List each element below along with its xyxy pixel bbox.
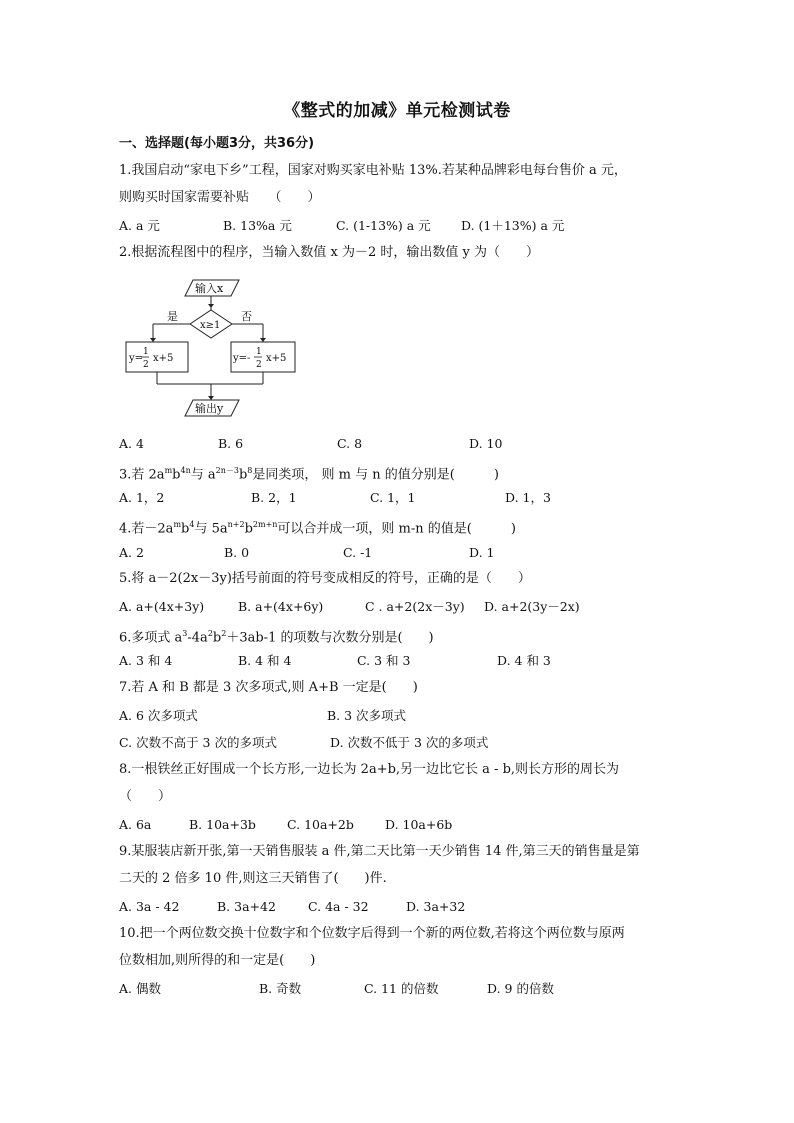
question-10-option-a: A. 偶数 [119,981,161,996]
question-9-line-1: 9.某服装店新开张,第一天销售服装 a 件,第二天比第一天少销售 14 件,第三天的销售量是第 [119,844,640,859]
page-title: 《整式的加减》单元检测试卷 [283,101,511,121]
flowchart-yes-label: 是 [167,310,178,323]
question-6-stem: 6.多项式 $a^3-4a^2b^2+3ab-1$ 的项数与次数分别是( ) [119,629,434,646]
flowchart-condition: x≥1 [200,320,221,331]
question-1-option-c: C. (1-13%) a 元 [336,218,431,233]
flowchart [123,276,303,422]
question-1-option-b: B. 13%a 元 [223,218,292,233]
question-6-option-c: C. 3 和 3 [357,653,411,668]
question-8-line-2: （ ） [119,789,172,804]
question-10-line-2: 位数相加,则所得的和一定是( ) [119,953,316,968]
question-7-option-c: C. 次数不高于 3 次的多项式 [119,735,277,750]
question-5-stem: 5.将 a－2(2x－3y)括号前面的符号变成相反的符号，正确的是（ ） [119,571,531,586]
question-10-line-1: 10.把一个两位数交换十位数字和个位数字后得到一个新的两位数,若将这个两位数与原两 [119,926,625,941]
question-10-option-c: C. 11 的倍数 [364,981,439,996]
question-1-option-a: A. a 元 [119,218,160,233]
question-4-option-a: A. 2 [119,545,144,560]
question-9-option-c: C. 4a - 32 [308,899,369,914]
question-3-option-b: B. 2，1 [251,490,297,505]
svg-text:x+5: x+5 [266,353,287,364]
question-7-stem: 7.若 A 和 B 都是 3 次多项式,则 A+B 一定是( ) [119,680,418,695]
question-3-option-a: A. 1，2 [119,490,165,505]
svg-text:y=: y= [129,353,144,364]
question-9-option-d: D. 3a+32 [406,899,466,914]
question-2-option-b: B. 6 [218,436,244,451]
question-7-option-a: A. 6 次多项式 [119,708,198,723]
question-1-line-2: 则购买时国家需要补贴 （ ） [119,190,321,205]
question-8-option-d: D. 10a+6b [385,817,453,832]
svg-text:1: 1 [256,347,262,357]
question-2-stem: 2.根据流程图中的程序，当输入数值 x 为－2 时，输出数值 y 为（ ） [119,245,540,260]
svg-text:x+5: x+5 [153,353,174,364]
svg-text:y=-: y=- [233,353,251,364]
svg-text:1: 1 [143,347,149,357]
question-4-option-d: D. 1 [469,545,495,560]
question-9-option-a: A. 3a - 42 [119,899,180,914]
question-5-option-a: A. a+(4x+3y) [119,599,205,614]
flowchart-output-label: 输出y [195,402,224,415]
question-4-option-b: B. 0 [224,545,250,560]
question-10-option-d: D. 9 的倍数 [487,981,554,996]
question-3-stem: 3.若 $2a^mb^{4n}$与 $a^{2n-3}b^8$是同类项， 则 m 与 n 的值分别是( ) [119,466,499,483]
question-6-option-b: B. 4 和 4 [238,653,292,668]
question-2-option-a: A. 4 [119,436,144,451]
question-3-option-d: D. 1，3 [505,490,551,505]
flowchart-no-label: 否 [241,310,252,323]
question-1-option-d: D. (1＋13%) a 元 [461,218,565,233]
flowchart-input-label: 输入x [195,282,224,295]
question-1-line-1: 1.我国启动“家电下乡”工程，国家对购买家电补贴 13%.若某种品牌彩电每台售价 a 元， [119,163,627,178]
question-9-line-2: 二天的 2 倍多 10 件,则这三天销售了( )件. [119,871,387,886]
question-6-option-d: D. 4 和 3 [497,653,551,668]
question-7-option-d: D. 次数不低于 3 次的多项式 [330,735,489,750]
question-8-option-a: A. 6a [119,817,152,832]
question-5-option-d: D. a+2(3y－2x) [484,599,580,614]
svg-text:2: 2 [256,360,262,370]
question-6-option-a: A. 3 和 4 [119,653,173,668]
question-2-option-c: C. 8 [337,436,363,451]
section-heading: 一、选择题(每小题3分，共36分) [119,136,315,151]
question-10-option-b: B. 奇数 [259,981,302,996]
question-2-option-d: D. 10 [469,436,503,451]
question-4-stem: 4.若$-2a^mb^4$与 $5a^{n+2}b^{2m+n}$可以合并成一项，则 m-n 的值是( ) [119,520,516,537]
question-5-option-c: C . a+2(2x－3y) [365,599,465,614]
svg-text:2: 2 [143,360,149,370]
question-8-line-1: 8.一根铁丝正好围成一个长方形,一边长为 2a+b,另一边比它长 a - b,则长方形的周长为 [119,762,620,777]
question-3-option-c: C. 1，1 [370,490,416,505]
question-9-option-b: B. 3a+42 [217,899,276,914]
question-8-option-c: C. 10a+2b [287,817,354,832]
question-4-option-c: C. -1 [343,545,373,560]
question-5-option-b: B. a+(4x+6y) [238,599,324,614]
question-8-option-b: B. 10a+3b [189,817,256,832]
question-7-option-b: B. 3 次多项式 [327,708,407,723]
